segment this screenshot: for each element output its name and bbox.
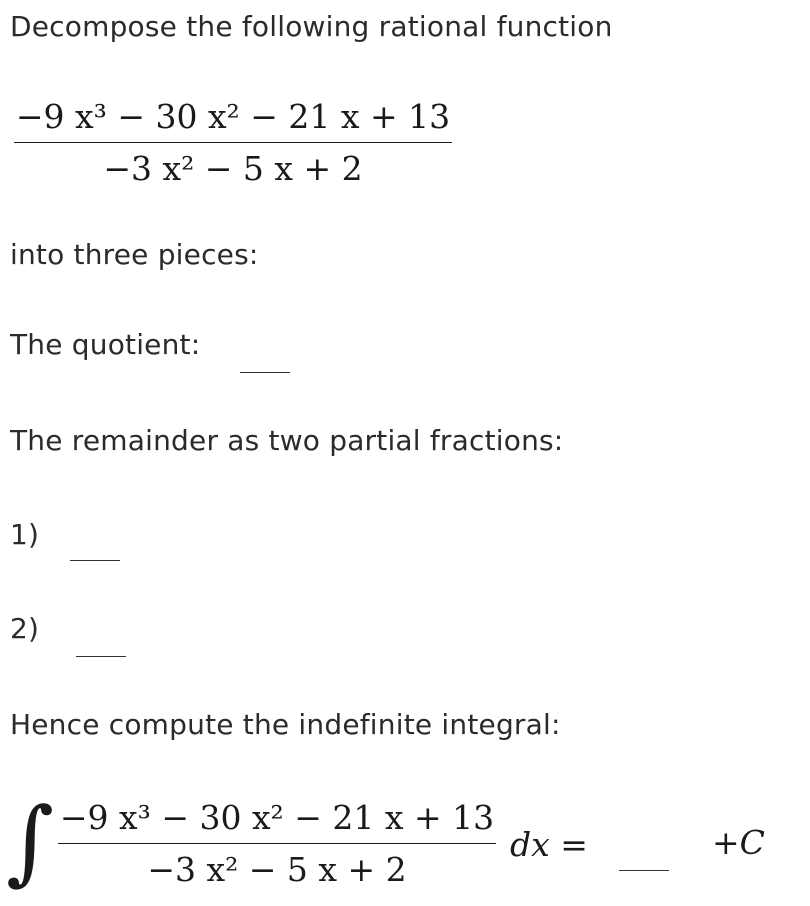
part2-label: 2) <box>10 612 40 645</box>
integrand-bar <box>58 843 496 844</box>
rational-function-fraction <box>14 98 452 188</box>
integral-sign: ∫ <box>6 788 54 895</box>
intro-text: Decompose the following rational function <box>10 10 613 43</box>
fraction-denominator: −3 x² − 5 x + 2 <box>103 149 363 188</box>
quotient-label: The quotient: <box>10 328 201 361</box>
pieces-text: into three pieces: <box>10 238 259 271</box>
integral-label: Hence compute the indefinite integral: <box>10 708 561 741</box>
partial-fraction-1-blank[interactable] <box>70 560 120 561</box>
integrand-denominator: −3 x² − 5 x + 2 <box>147 850 407 889</box>
fraction-numerator: −9 x³ − 30 x² − 21 x + 13 <box>15 97 451 136</box>
differential-equals: dx = <box>510 825 588 864</box>
partial-fraction-2-blank[interactable] <box>76 656 126 657</box>
plus-constant: +C <box>712 823 765 862</box>
quotient-answer-blank[interactable] <box>240 372 290 373</box>
integrand-numerator: −9 x³ − 30 x² − 21 x + 13 <box>59 798 495 837</box>
integrand-fraction <box>58 799 496 889</box>
remainder-label: The remainder as two partial fractions: <box>10 424 564 457</box>
integral-answer-blank[interactable] <box>619 870 669 871</box>
fraction-bar <box>14 142 452 143</box>
part1-label: 1) <box>10 518 40 551</box>
